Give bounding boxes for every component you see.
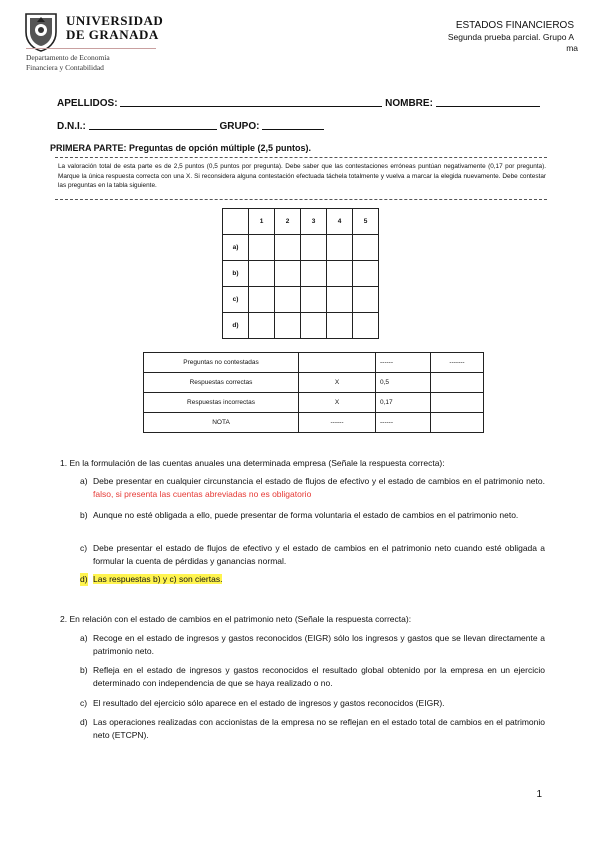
answer-grid — [222, 208, 379, 339]
grid-col-header: 1 — [249, 209, 275, 235]
exam-info-cont: ma — [566, 43, 578, 53]
exam-info: Segunda prueba parcial. Grupo A — [447, 32, 574, 42]
grid-row-label: c) — [223, 287, 249, 313]
answer-cell[interactable] — [327, 261, 353, 287]
answer-cell[interactable] — [301, 235, 327, 261]
student-name-row — [57, 98, 540, 109]
dashed-divider-bottom — [55, 199, 547, 200]
department-line1: Departamento de Economía — [26, 53, 110, 62]
header-divider — [26, 48, 156, 49]
dashed-divider-top — [55, 157, 547, 158]
nombre-field[interactable] — [436, 106, 540, 107]
answer-cell[interactable] — [301, 261, 327, 287]
grid-col-header: 5 — [353, 209, 379, 235]
question-2-option-a: a) Recoge en el estado de ingresos y gastos reconocidos (EIGR) sólo los ingresos y gastos que se llevan directamente a patrimonio neto. — [80, 633, 545, 656]
score-row: Respuestas incorrectas X 0,17 — [144, 393, 484, 413]
answer-note: falso, si presenta las cuentas abreviadas no es obligatorio — [93, 489, 312, 499]
question-1-option-c: c) Debe presentar el estado de flujos de efectivo y el estado de cambios en el patrimonio neto cuando esté obligada a formular la cuenta de pérdidas y ganancias normal. — [80, 543, 545, 566]
grid-col-header: 4 — [327, 209, 353, 235]
course-title: ESTADOS FINANCIEROS — [455, 20, 574, 31]
dni-label: D.N.I.: — [57, 121, 86, 132]
answer-cell[interactable] — [353, 235, 379, 261]
answer-cell[interactable] — [327, 287, 353, 313]
answer-grid-row — [223, 261, 379, 287]
highlighted-answer: Las respuestas b) y c) son ciertas. — [93, 574, 223, 584]
nombre-label: NOMBRE: — [385, 98, 433, 109]
grid-col-header: 2 — [275, 209, 301, 235]
department-line2: Financiera y Contabilidad — [26, 63, 104, 72]
question-2-option-d: d) Las operaciones realizadas con accionistas de la empresa no se reflejan en el estado total de cambios en el patrimonio neto (ETCPN). — [80, 717, 545, 740]
answer-grid-row — [223, 235, 379, 261]
answer-grid-row — [223, 287, 379, 313]
section-instructions: La valoración total de esta parte es de 2,5 puntos (0,5 puntos por pregunta). Debe saber que las contestaciones erróneas puntúan negativamente (0,17 por pregunta). Marque la única respuesta correcta con una X. Si reconsidera alguna contestación efectuada táchela totalmente y vuelva a marcar la elegida nuevamente. Debe contestar las preguntas en la tabla siguiente. — [58, 163, 546, 190]
answer-cell[interactable] — [249, 287, 275, 313]
answer-cell[interactable] — [275, 235, 301, 261]
question-1-option-a: a) Debe presentar en cualquier circunstancia el estado de flujos de efectivo y el estado de cambios en el patrimonio neto. falso, si presenta las cuentas abreviadas no es obligatorio — [80, 476, 545, 499]
answer-cell[interactable] — [353, 313, 379, 339]
university-crest-icon — [22, 10, 60, 52]
answer-cell[interactable] — [327, 235, 353, 261]
answer-cell[interactable] — [275, 287, 301, 313]
grid-row-label: b) — [223, 261, 249, 287]
answer-cell[interactable] — [327, 313, 353, 339]
answer-cell[interactable] — [275, 313, 301, 339]
question-2-text: 2. En relación con el estado de cambios en el patrimonio neto (Señale la respuesta correcta): — [60, 614, 412, 624]
answer-grid-header — [223, 209, 379, 235]
answer-cell[interactable] — [249, 235, 275, 261]
question-1-option-b: b) Aunque no esté obligada a ello, puede presentar de forma voluntaria el estado de cambios en el patrimonio neto. — [80, 510, 519, 520]
answer-cell[interactable] — [249, 313, 275, 339]
answer-cell[interactable] — [301, 287, 327, 313]
answer-cell[interactable] — [353, 287, 379, 313]
question-1-text: 1. En la formulación de las cuentas anuales una determinada empresa (Señale la respuesta correcta): — [60, 458, 445, 468]
university-name-line1: UNIVERSIDAD — [66, 13, 164, 28]
answer-grid-row — [223, 313, 379, 339]
grupo-label: GRUPO: — [219, 121, 260, 132]
question-2-option-c: c) El resultado del ejercicio sólo aparece en el estado de ingresos y gastos reconocidos (EIGR). — [80, 698, 445, 708]
question-2-option-b: b) Refleja en el estado de ingresos y gastos reconocidos el resultado global obtenido por la empresa en un ejercicio determinado con independencia de que se haya realizado o no. — [80, 665, 545, 688]
section-title: PRIMERA PARTE: Preguntas de opción múltiple (2,5 puntos). — [50, 143, 312, 153]
grupo-field[interactable] — [262, 129, 324, 130]
answer-cell[interactable] — [249, 261, 275, 287]
student-id-row — [57, 121, 324, 132]
answer-cell[interactable] — [353, 261, 379, 287]
score-row: NOTA ------ ------ — [144, 413, 484, 433]
page-number: 1 — [536, 789, 542, 800]
answer-cell[interactable] — [275, 261, 301, 287]
answer-cell[interactable] — [301, 313, 327, 339]
apellidos-label: APELLIDOS: — [57, 98, 118, 109]
score-table — [143, 352, 484, 433]
university-name-line2: DE GRANADA — [66, 27, 159, 42]
score-row: Preguntas no contestadas ------ ------- — [144, 353, 484, 373]
apellidos-field[interactable] — [120, 106, 382, 107]
dni-field[interactable] — [89, 129, 217, 130]
grid-col-header: 3 — [301, 209, 327, 235]
grid-row-label: d) — [223, 313, 249, 339]
grid-row-label: a) — [223, 235, 249, 261]
question-1-option-d: d) Las respuestas b) y c) son ciertas. — [80, 574, 223, 584]
score-row: Respuestas correctas X 0,5 — [144, 373, 484, 393]
